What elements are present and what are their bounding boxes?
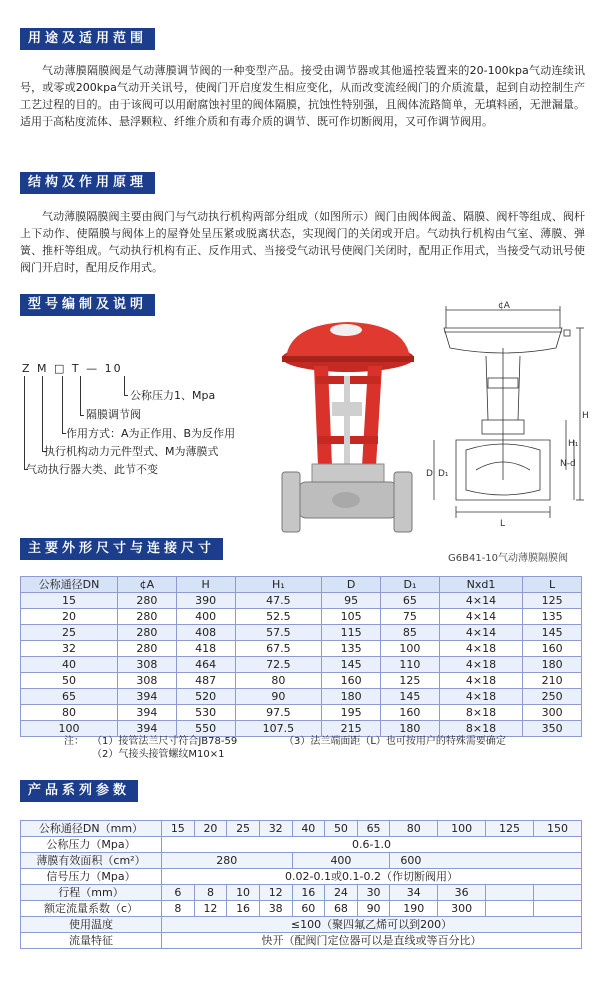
table-cell: ≤100（聚四氟乙烯可以到200）: [162, 917, 582, 933]
table-cell: 250: [523, 689, 582, 705]
table-cell: 52.5: [235, 609, 322, 625]
table-cell: 95: [322, 593, 381, 609]
table-cell: 16: [227, 901, 260, 917]
table-cell: [486, 901, 534, 917]
table-row: [21, 593, 582, 609]
section-header-parameters: 产品系列参数: [20, 780, 138, 802]
table-cell: 4×18: [439, 657, 522, 673]
table-cell: 60: [292, 901, 325, 917]
table-cell: 40: [292, 821, 325, 837]
drawing-label-D: D: [426, 469, 433, 479]
table-header-row: [21, 577, 582, 593]
drawing-label-H: H: [582, 411, 589, 421]
tree-line: [24, 376, 25, 470]
table-cell: 520: [176, 689, 235, 705]
table-cell: 110: [381, 657, 440, 673]
table-cell: 50: [21, 673, 118, 689]
table-cell: 145: [322, 657, 381, 673]
valve-photo: [276, 316, 416, 542]
table-cell: 10: [227, 885, 260, 901]
table-cell: 300: [438, 901, 486, 917]
table-cell: 190: [390, 901, 438, 917]
row-label: 流量特征: [21, 933, 162, 949]
table-cell: 20: [21, 609, 118, 625]
row-label: 公称通径DN（mm）: [21, 821, 162, 837]
table-cell: 394: [118, 689, 177, 705]
table-cell: [533, 901, 581, 917]
section-header-model: 型号编制及说明: [20, 294, 155, 316]
table-cell: 25: [227, 821, 260, 837]
table-cell: 34: [390, 885, 438, 901]
table-row: [21, 721, 582, 737]
table-cell: 4×18: [439, 689, 522, 705]
table-cell: 300: [523, 705, 582, 721]
tree-line: [124, 376, 125, 396]
table-cell: 180: [523, 657, 582, 673]
table-cell: 195: [322, 705, 381, 721]
table-header-cell: D: [322, 577, 381, 593]
table-cell: 4×18: [439, 641, 522, 657]
table-cell: 400: [292, 853, 390, 869]
section-header-structure: 结构及作用原理: [20, 172, 155, 194]
table-row: [21, 821, 582, 837]
table-cell: 464: [176, 657, 235, 673]
table-header-cell: ¢A: [118, 577, 177, 593]
model-item-pressure: 公称压力1、Mpa: [130, 389, 216, 402]
table-cell: 308: [118, 673, 177, 689]
note-3: （3）法兰端面距（L）也可按用户的特殊需要确定: [284, 736, 506, 747]
table-header-cell: H₁: [235, 577, 322, 593]
row-label: 信号压力（Mpa）: [21, 869, 162, 885]
table-cell: 135: [322, 641, 381, 657]
table-cell: 30: [357, 885, 390, 901]
row-label: 公称压力（Mpa）: [21, 837, 162, 853]
table-cell: 145: [381, 689, 440, 705]
table-cell: [486, 885, 534, 901]
tree-line: [42, 376, 43, 452]
table-cell: 150: [533, 821, 581, 837]
table-cell: 36: [438, 885, 486, 901]
table-cell: 65: [21, 689, 118, 705]
model-item-actuator: 执行机构动力元件型式、M为薄膜式: [44, 445, 219, 458]
table-cell: 280: [118, 625, 177, 641]
table-cell: 145: [523, 625, 582, 641]
drawing-label-L: L: [500, 519, 506, 529]
parameters-table: [20, 820, 582, 949]
model-item-type: 隔膜调节阀: [86, 408, 141, 421]
table-cell: 65: [357, 821, 390, 837]
table-cell: 90: [357, 901, 390, 917]
section-header-usage: 用途及适用范围: [20, 28, 155, 50]
table-cell: 280: [118, 609, 177, 625]
table-cell: 180: [381, 721, 440, 737]
table-cell: 400: [176, 609, 235, 625]
table-cell: 72.5: [235, 657, 322, 673]
table-row: [21, 885, 582, 901]
table-cell: 15: [162, 821, 195, 837]
table-cell: 4×14: [439, 609, 522, 625]
valve-drawing: [426, 300, 590, 540]
table-cell: 6: [162, 885, 195, 901]
table-cell: 600: [390, 853, 582, 869]
table-cell: 40: [21, 657, 118, 673]
table-row: [21, 917, 582, 933]
table-cell: 530: [176, 705, 235, 721]
table-cell: 32: [259, 821, 292, 837]
table-cell: 65: [381, 593, 440, 609]
table-row: [21, 625, 582, 641]
table-cell: 80: [235, 673, 322, 689]
table-cell: 90: [235, 689, 322, 705]
table-cell: 487: [176, 673, 235, 689]
table-cell: 418: [176, 641, 235, 657]
model-item-category: 气动执行器大类、此节不变: [26, 463, 158, 476]
table-cell: 80: [390, 821, 438, 837]
drawing-label-D1: D₁: [438, 469, 449, 479]
table-cell: 160: [381, 705, 440, 721]
table-cell: 408: [176, 625, 235, 641]
table-row: [21, 609, 582, 625]
table-cell: 280: [118, 641, 177, 657]
table-cell: 38: [259, 901, 292, 917]
table-row: [21, 869, 582, 885]
table-cell: 215: [322, 721, 381, 737]
table-cell: 280: [118, 593, 177, 609]
table-cell: 100: [438, 821, 486, 837]
table-cell: 8: [194, 885, 227, 901]
note-1: （1）接管法兰尺寸符合JB78-59: [92, 736, 238, 747]
table-header-cell: Nxd1: [439, 577, 522, 593]
table-cell: 280: [162, 853, 293, 869]
table-header-cell: D₁: [381, 577, 440, 593]
row-label: 行程（mm）: [21, 885, 162, 901]
table-row: [21, 901, 582, 917]
table-row: [21, 705, 582, 721]
table-cell: 24: [325, 885, 358, 901]
drawing-label-H1: H₁: [568, 439, 579, 449]
table-row: [21, 933, 582, 949]
figure-caption: G6B41-10气动薄膜隔膜阀: [448, 553, 569, 564]
table-cell: 105: [322, 609, 381, 625]
table-cell: 8: [162, 901, 195, 917]
dimensions-table: [20, 576, 582, 737]
table-cell: 57.5: [235, 625, 322, 641]
row-label: 薄膜有效面积（cm²）: [21, 853, 162, 869]
table-row: [21, 689, 582, 705]
table-cell: 8×18: [439, 705, 522, 721]
row-label: 使用温度: [21, 917, 162, 933]
table-row: [21, 853, 582, 869]
table-cell: 0.6-1.0: [162, 837, 582, 853]
row-label: 额定流量系数（c）: [21, 901, 162, 917]
table-row: [21, 837, 582, 853]
table-cell: 107.5: [235, 721, 322, 737]
table-cell: 390: [176, 593, 235, 609]
model-item-action: 作用方式：A为正作用、B为反作用: [66, 427, 236, 440]
tree-line: [124, 395, 128, 396]
table-row: [21, 657, 582, 673]
table-cell: 32: [21, 641, 118, 657]
tree-line: [62, 376, 63, 434]
table-row: [21, 641, 582, 657]
table-cell: 100: [381, 641, 440, 657]
table-cell: [533, 885, 581, 901]
table-cell: 75: [381, 609, 440, 625]
table-cell: 394: [118, 705, 177, 721]
note-2: （2）气接头接管螺纹M10×1: [92, 749, 225, 760]
usage-paragraph: 气动薄膜隔膜阀是气动薄膜调节阀的一种变型产品。接受由调节器或其他遥控装置来的20-100kpa气动连续讯号，或零或200kpa气动开关讯号，使阀门开启度发生相应变化，从而改变流经阀门的介质流量，起到自动控制生产工艺过程的目的。由于该阀可以用耐腐蚀衬里的阀体隔膜，抗蚀性特别强，且阀体流路简单，无填料函，无泄漏量。适用于高粘度流体、悬浮颗粒、纤维介质和有毒介质的调节、既可作切断阀用，又可作调节阀用。: [20, 64, 585, 128]
table-header-cell: 公称通径DN: [21, 577, 118, 593]
tree-line: [80, 376, 81, 416]
table-cell: 97.5: [235, 705, 322, 721]
table-cell: 394: [118, 721, 177, 737]
table-cell: 135: [523, 609, 582, 625]
table-cell: 308: [118, 657, 177, 673]
table-cell: 4×14: [439, 625, 522, 641]
table-cell: 0.02-0.1或0.1-0.2（作切断阀用）: [162, 869, 582, 885]
table-cell: 125: [486, 821, 534, 837]
table-cell: 16: [292, 885, 325, 901]
table-cell: 80: [21, 705, 118, 721]
tree-line: [80, 415, 84, 416]
table-cell: 4×18: [439, 673, 522, 689]
table-cell: 180: [322, 689, 381, 705]
table-header-cell: H: [176, 577, 235, 593]
table-row: [21, 673, 582, 689]
table-cell: 125: [523, 593, 582, 609]
table-cell: 115: [322, 625, 381, 641]
table-cell: 85: [381, 625, 440, 641]
drawing-label-phiA: ¢A: [498, 301, 510, 311]
table-cell: 550: [176, 721, 235, 737]
table-cell: 4×14: [439, 593, 522, 609]
table-cell: 160: [322, 673, 381, 689]
section-header-dimensions: 主要外形尺寸与连接尺寸: [20, 538, 223, 560]
table-cell: 25: [21, 625, 118, 641]
table-cell: 15: [21, 593, 118, 609]
table-cell: 68: [325, 901, 358, 917]
table-cell: 12: [259, 885, 292, 901]
table-cell: 快开（配阀门定位器可以是直线或等百分比）: [162, 933, 582, 949]
model-code: Z M □ T — 10: [22, 362, 123, 375]
table-cell: 160: [523, 641, 582, 657]
table-cell: 100: [21, 721, 118, 737]
drawing-label-Nd: N-d: [560, 459, 576, 469]
table-cell: 350: [523, 721, 582, 737]
table-header-cell: L: [523, 577, 582, 593]
table-cell: 8×18: [439, 721, 522, 737]
table-cell: 210: [523, 673, 582, 689]
structure-paragraph: 气动薄膜隔膜阀主要由阀门与气动执行机构两部分组成（如图所示）阀门由阀体阀盖、隔膜、阀杆等组成、阀杆上下动作、使隔膜与阀体上的屋脊处呈压紧或脱离状态，实现阀门的关闭或开启。气动执行机构由气室、薄膜、弹簧、推杆等组成。气动执行机构有正、反作用式、当接受气动讯号使阀门关闭时，配用正作用式，当接受气动讯号使阀门开启时，配用反作用式。: [20, 210, 585, 274]
note-label: 注：: [64, 736, 84, 747]
table-cell: 125: [381, 673, 440, 689]
table-cell: 20: [194, 821, 227, 837]
table-cell: 12: [194, 901, 227, 917]
table-cell: 47.5: [235, 593, 322, 609]
table-cell: 67.5: [235, 641, 322, 657]
table-cell: 50: [325, 821, 358, 837]
